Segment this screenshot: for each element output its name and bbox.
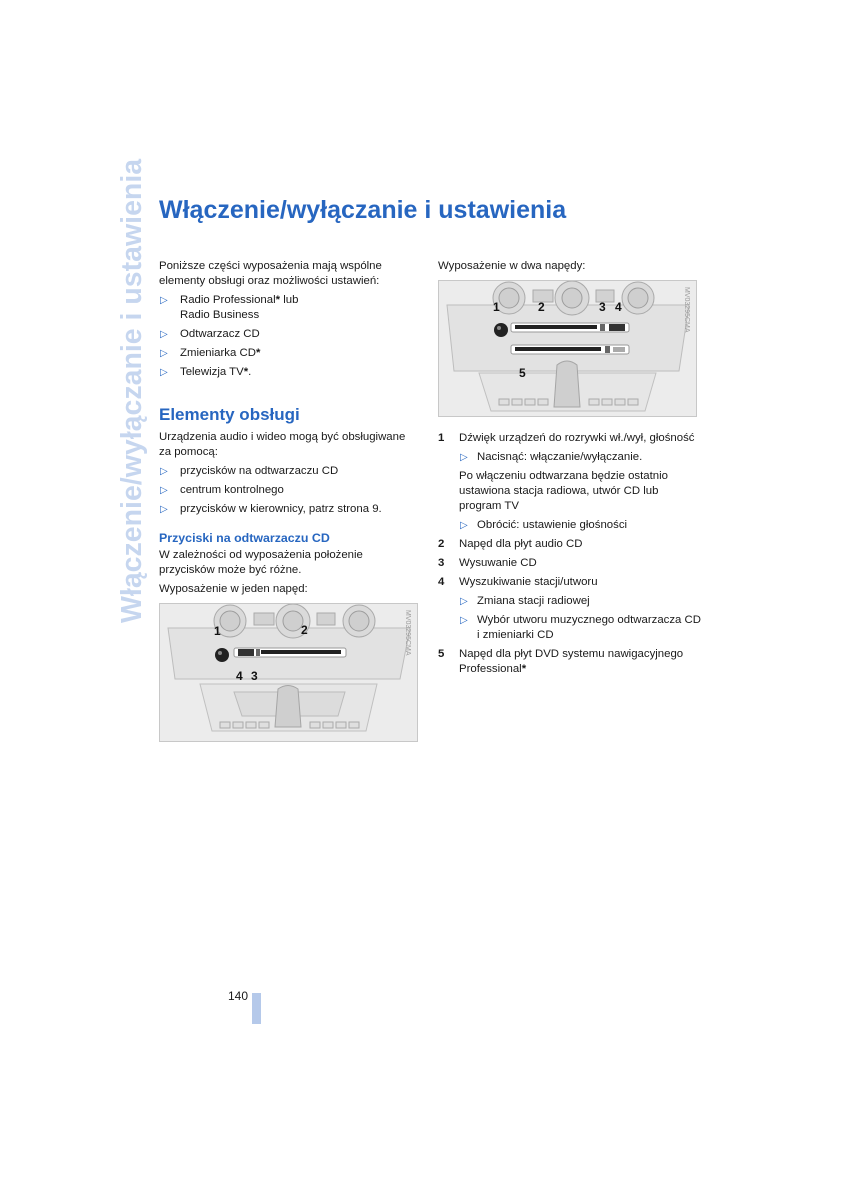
- left-column: [159, 259, 419, 742]
- list-item: ▷ Zmieniarka CD*: [160, 347, 261, 359]
- list-item: ▷ Zmiana stacji radiowej: [460, 595, 590, 607]
- triangle-bullet-icon: ▷: [460, 520, 468, 531]
- callout-3: 3: [251, 669, 258, 683]
- cd-player-illustration: [160, 604, 417, 741]
- right-column: [438, 259, 703, 681]
- legend-list: [438, 431, 703, 677]
- side-chapter-title: Włączenie/wyłączanie i ustawienia: [116, 158, 148, 623]
- list-item: ▷ Wybór utworu muzycznego odtwarzacza CD i zmieniarki CD: [460, 614, 701, 641]
- equipment-list: [159, 293, 419, 380]
- callout-2: 2: [538, 300, 545, 314]
- triangle-bullet-icon: ▷: [160, 295, 168, 306]
- triangle-bullet-icon: ▷: [160, 485, 168, 496]
- triangle-bullet-icon: ▷: [160, 329, 168, 340]
- figure-double-drive: [438, 280, 697, 417]
- callout-5: 5: [519, 366, 526, 380]
- controls-intro: Urządzenia audio i wideo mogą być obsługiwane za pomocą:: [159, 431, 406, 458]
- legend-item-3: 3 Wysuwanie CD: [438, 557, 537, 569]
- triangle-bullet-icon: ▷: [160, 504, 168, 515]
- list-item: ▷ Obrócić: ustawienie głośności: [460, 519, 628, 531]
- list-item: ▷ przycisków w kierownicy, patrz strona 9.: [160, 503, 382, 515]
- figure-single-drive: [159, 603, 418, 742]
- list-item: ▷ Telewizja TV*.: [160, 366, 252, 378]
- controls-list: [159, 464, 419, 517]
- buttons-text: W zależności od wyposażenia położenie przycisków może być różne.: [159, 549, 363, 576]
- intro-paragraph: Poniższe części wyposażenia mają wspólne elementy obsługi oraz możliwości ustawień:: [159, 260, 382, 287]
- page-number: 140: [228, 989, 249, 1003]
- triangle-bullet-icon: ▷: [160, 348, 168, 359]
- callout-1: 1: [214, 624, 221, 638]
- legend-item-1-continuation: Po włączeniu odtwarzana będzie ostatnio ustawiona stacja radiowa, utwór CD lub program TV: [459, 470, 668, 512]
- list-item: ▷ Odtwarzacz CD: [160, 328, 260, 340]
- section-heading-buttons: Przyciski na odtwarzaczu CD: [159, 531, 330, 545]
- legend-item-1: 1 Dźwięk urządzeń do rozrywki wł./wył, głośność ▷ Nacisnąć: włączanie/wyłączanie. Po włączeniu odtwarzana będzie ostatnio ustawiona stacja radiowa, utwór CD lub program TV ▷ Obrócić: ustawienie głośności: [438, 431, 703, 533]
- triangle-bullet-icon: ▷: [460, 452, 468, 463]
- triangle-bullet-icon: ▷: [160, 466, 168, 477]
- list-item: ▷ przycisków na odtwarzaczu CD: [160, 465, 339, 477]
- legend-item-2: 2 Napęd dla płyt audio CD: [438, 538, 583, 550]
- legend-item-4: 4 Wyszukiwanie stacji/utworu ▷ Zmiana stacji radiowej ▷ Wybór utworu muzycznego odtwarzacza CD i zmieniarki CD: [438, 576, 701, 641]
- page-title: Włączenie/wyłączanie i ustawienia: [159, 196, 567, 224]
- list-item: ▷ centrum kontrolnego: [160, 484, 284, 496]
- callout-2: 2: [301, 623, 308, 637]
- triangle-bullet-icon: ▷: [160, 367, 168, 378]
- section-heading-controls: Elementy obsługi: [159, 405, 300, 424]
- callout-3: 3: [599, 300, 606, 314]
- double-drive-label: Wyposażenie w dwa napędy:: [438, 260, 586, 272]
- callout-1: 1: [493, 300, 500, 314]
- figure-code: MV03295CMA: [683, 287, 690, 333]
- page-marker-bar: [252, 993, 261, 1024]
- figure-code: MV03295CMA: [404, 610, 411, 656]
- triangle-bullet-icon: ▷: [460, 596, 468, 607]
- list-item: ▷ Radio Professional* lub Radio Business: [160, 294, 299, 321]
- callout-4: 4: [615, 300, 622, 314]
- dual-drive-illustration: [439, 281, 696, 416]
- callout-4: 4: [236, 669, 243, 683]
- single-drive-label: Wyposażenie w jeden napęd:: [159, 583, 308, 595]
- legend-item-5: 5 Napęd dla płyt DVD systemu nawigacyjnego Professional*: [438, 648, 684, 675]
- list-item: ▷ Nacisnąć: włączanie/wyłączanie.: [460, 451, 643, 463]
- triangle-bullet-icon: ▷: [460, 615, 468, 626]
